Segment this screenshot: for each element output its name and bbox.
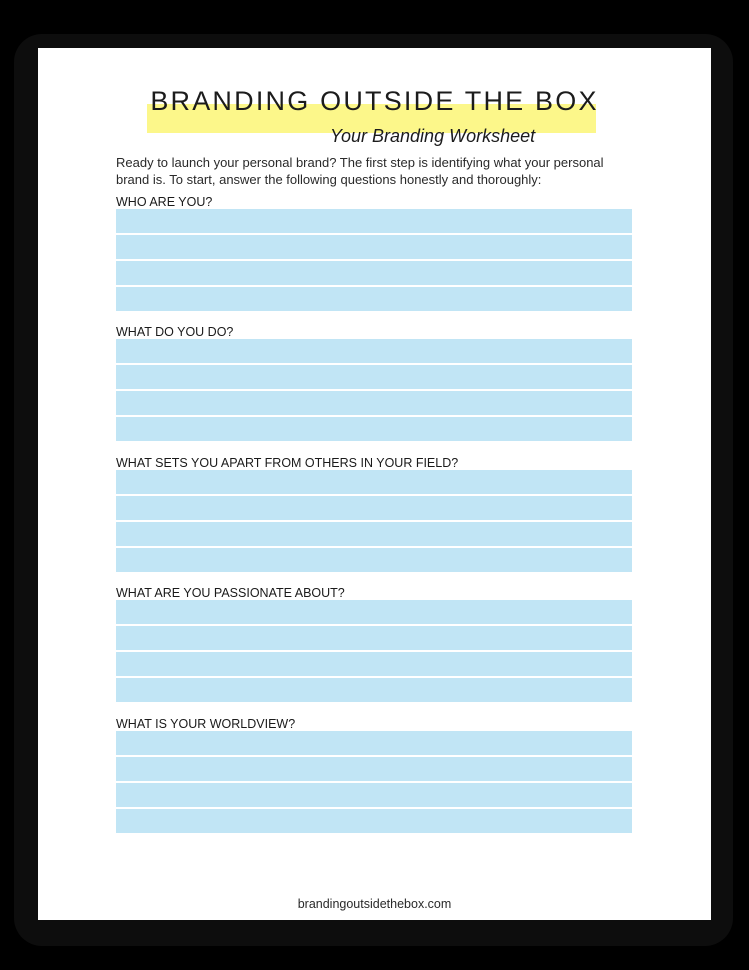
answer-line[interactable]	[116, 757, 632, 781]
page-title: BRANDING OUTSIDE THE BOX	[150, 86, 599, 116]
answer-line[interactable]	[116, 731, 632, 755]
answer-line[interactable]	[116, 809, 632, 833]
footer-website: brandingoutsidethebox.com	[297, 897, 452, 911]
question-label: WHO ARE YOU?	[116, 195, 213, 209]
answer-line[interactable]	[116, 287, 632, 311]
answer-line[interactable]	[116, 391, 632, 415]
question-label: WHAT IS YOUR WORLDVIEW?	[116, 717, 296, 731]
answer-line[interactable]	[116, 365, 632, 389]
answer-line[interactable]	[116, 652, 632, 676]
answer-line[interactable]	[116, 548, 632, 572]
answer-line[interactable]	[116, 496, 632, 520]
page-subtitle: Your Branding Worksheet	[330, 126, 536, 146]
answer-line[interactable]	[116, 417, 632, 441]
answer-line[interactable]	[116, 261, 632, 285]
answer-line[interactable]	[116, 626, 632, 650]
question-label: WHAT SETS YOU APART FROM OTHERS IN YOUR FIELD?	[116, 456, 459, 470]
answer-line[interactable]	[116, 470, 632, 494]
answer-line[interactable]	[116, 600, 632, 624]
worksheet-page	[38, 48, 711, 920]
question-label: WHAT DO YOU DO?	[116, 325, 234, 339]
answer-line[interactable]	[116, 783, 632, 807]
answer-line[interactable]	[116, 209, 632, 233]
answer-line[interactable]	[116, 235, 632, 259]
intro-paragraph: Ready to launch your personal brand? The first step is identifying what your personal brand is. To start, answer the following questions honestly and thoroughly:	[116, 155, 604, 187]
question-label: WHAT ARE YOU PASSIONATE ABOUT?	[116, 586, 345, 600]
answer-line[interactable]	[116, 339, 632, 363]
answer-line[interactable]	[116, 522, 632, 546]
answer-line[interactable]	[116, 678, 632, 702]
